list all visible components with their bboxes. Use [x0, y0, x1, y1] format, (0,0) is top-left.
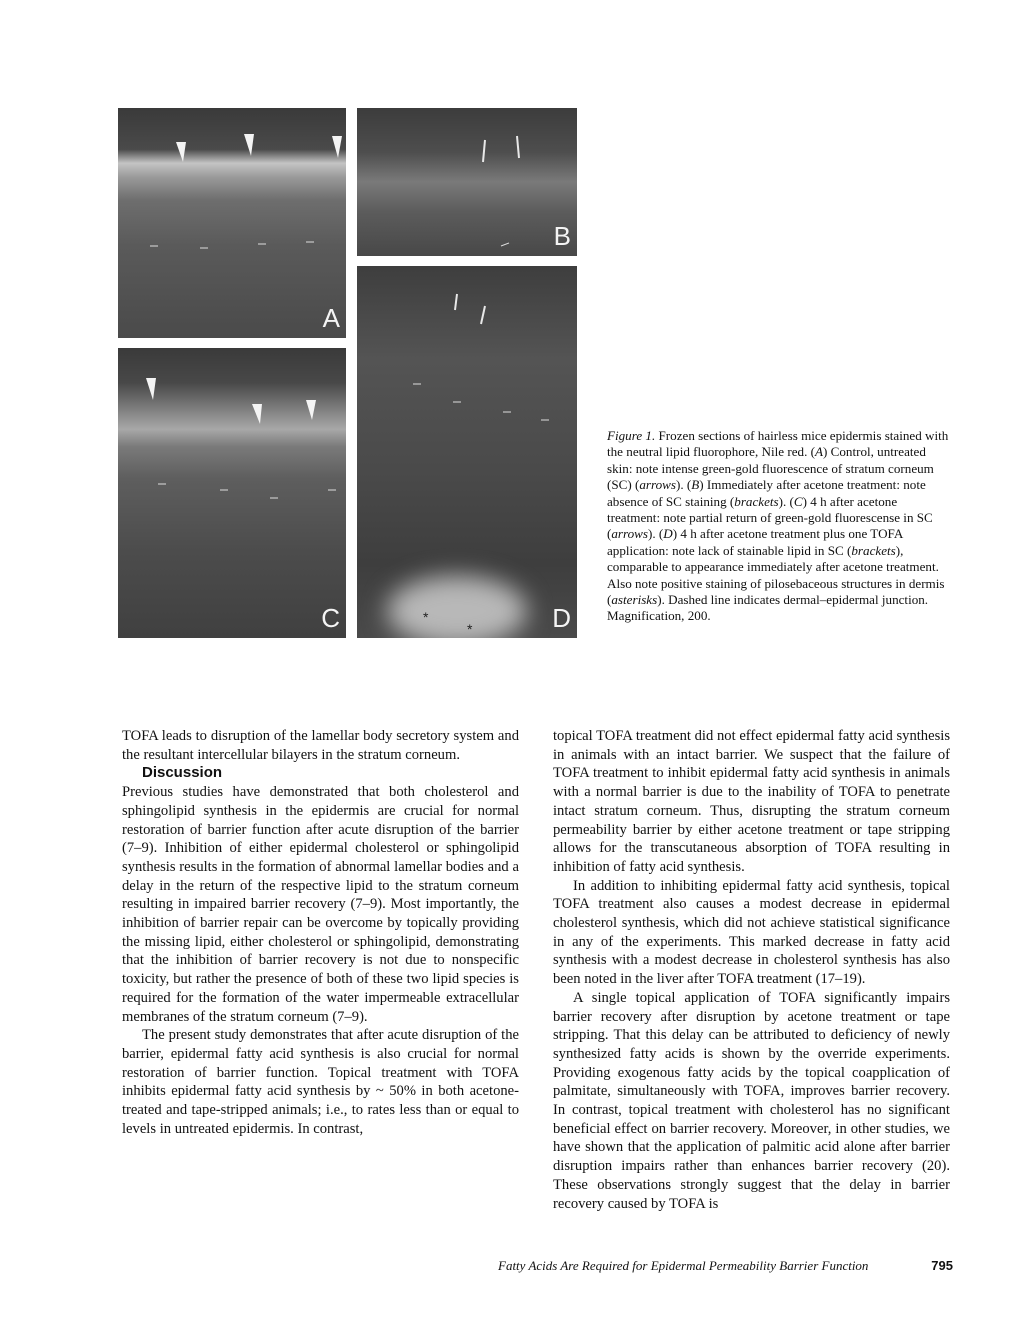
panel-b-markers — [357, 108, 577, 256]
right-column — [553, 727, 950, 1213]
caption-italic: arrows — [611, 526, 649, 542]
panel-d-markers — [357, 266, 577, 638]
caption-italic: arrows — [639, 477, 677, 493]
caption-text: Frozen sections of hairless mice epidermis stained with the neutral lipid fluorophore, Nile red. ( — [607, 428, 949, 460]
caption-text: ) 4 h after acetone treatment plus one TOFA application: note lack of stainable lipid in SC ( — [607, 526, 903, 558]
figure-panel-b — [357, 108, 577, 256]
page-number: 795 — [931, 1258, 953, 1273]
caption-italic: brackets — [851, 542, 896, 558]
caption-italic: B — [691, 477, 700, 493]
arrow-marker — [332, 136, 342, 158]
figure-caption — [607, 428, 952, 625]
arrow-marker — [306, 400, 316, 420]
caption-text: ). ( — [778, 493, 794, 509]
bracket-marker — [517, 136, 519, 158]
caption-text: ), comparable to appearance immediately after acetone treatment. Also note positive staining of pilosebaceous structures in dermis ( — [607, 542, 945, 608]
caption-text: ). Dashed line indicates dermal–epidermal junction. Magnification, 200. — [607, 592, 929, 624]
arrow-marker — [146, 378, 156, 400]
caption-italic: A — [814, 444, 823, 460]
caption-text: ) Control, untreated skin: note intense green-gold fluorescence of stratum corneum (SC) ( — [607, 444, 934, 493]
caption-text: ) 4 h after acetone treatment: note partial return of green-gold fluorescense in SC ( — [607, 493, 933, 542]
body-paragraph: Previous studies have demonstrated that both cholesterol and sphingolipid synthesis in the epidermis are crucial for normal restoration of barrier function after acute disruption of the barrier (7–9). Inhibition of either epidermal cholesterol or sphingolipid synthesis results in the formation of abnormal lamellar bodies and a delay in the return of the respective lipid to the stratum corneum resulting in impaired barrier recovery (7–9). Most importantly, the inhibition of barrier repair can be overcome by topically providing the missing lipid, either cholesterol or sphingolipid, demonstrating that the inhibition of barrier recovery is not due to nonspecific toxicity, but rather the presence of both of these two lipid species is required for the formation of the water impermeable extracellular membranes of the stratum corneum (7–9). — [122, 784, 519, 1025]
panel-a-markers — [118, 108, 346, 338]
running-title: Fatty Acids Are Required for Epidermal Permeability Barrier Function — [498, 1258, 869, 1273]
body-paragraph: The present study demonstrates that after acute disruption of the barrier, epidermal fatty acid synthesis is also crucial for normal restoration of barrier function. Topical treatment with TOFA inhibits epidermal fatty acid synthesis by ~ 50% in both acetone-treated and tape-stripped animals; i.e., to rates less than or equal to levels in untreated epidermis. In contrast, — [122, 1027, 519, 1137]
panel-label-b: B — [553, 221, 571, 251]
caption-text: ) Immediately after acetone treatment: note absence of SC staining ( — [607, 477, 926, 509]
figure-panel-c — [118, 348, 346, 638]
arrow-marker — [252, 404, 262, 424]
panel-label-d: D — [552, 603, 571, 633]
left-column — [122, 727, 519, 1138]
caption-italic: C — [793, 493, 803, 509]
bracket-marker — [455, 294, 457, 310]
caption-text: ). ( — [676, 477, 692, 493]
body-paragraph: In addition to inhibiting epidermal fatty acid synthesis, topical TOFA treatment also causes a modest decrease in epidermal cholesterol synthesis, which did not achieve statistical significance in any of the experiments. This marked decrease in fatty acid synthesis with a modest decrease in cholesterol synthesis has also been noted in the liver after TOFA treatment (17–19). — [553, 877, 950, 988]
figure-panel-a — [118, 108, 346, 338]
caption-italic: brackets — [734, 493, 779, 509]
figure-panel-d — [357, 266, 577, 638]
caption-italic: D — [663, 526, 673, 542]
caption-label: Figure 1. — [607, 428, 656, 443]
panel-label-c: C — [321, 603, 340, 633]
panel-c-markers — [118, 348, 346, 638]
caption-italic: asterisks — [611, 592, 658, 608]
arrow-marker — [176, 142, 186, 162]
body-paragraph: A single topical application of TOFA significantly impairs barrier recovery after disruption by acetone treatment or tape stripping. That this delay can be attributed to deficiency of newly synthesized fatty acids is shown by the override experiments. Providing exogenous fatty acids by the topical coapplication of palmitate, simultaneously with TOFA, improves barrier recovery. In contrast, topical treatment with cholesterol has no significant beneficial effect on barrier recovery. Moreover, in other studies, we have shown that the application of palmitic acid alone after barrier disruption impairs rather than enhances barrier recovery (20). These observations strongly suggest that the delay in barrier recovery caused by TOFA is — [553, 989, 950, 1212]
page-footer — [498, 1258, 953, 1274]
caption-text: ). ( — [648, 526, 664, 542]
arrow-marker — [244, 134, 254, 156]
asterisk-marker: * — [423, 609, 429, 625]
bracket-marker — [481, 306, 485, 324]
panel-label-a: A — [322, 303, 340, 333]
section-heading: Discussion — [142, 764, 223, 782]
intro-paragraph: TOFA leads to disruption of the lamellar body secretory system and the resultant intercellular bilayers in the stratum corneum. — [122, 728, 519, 763]
body-paragraph: topical TOFA treatment did not effect epidermal fatty acid synthesis in animals with an intact barrier. We suspect that the failure of TOFA treatment to inhibit epidermal fatty acid synthesis in animals with a normal barrier is due to the inability of TOFA to penetrate intact stratum corneum. Thus, disrupting the stratum corneum permeability barrier by either acetone treatment or tape stripping allows for the transcutaneous absorption of TOFA resulting in inhibition of fatty acid synthesis. — [553, 728, 950, 875]
asterisk-marker: * — [467, 621, 473, 637]
bracket-marker — [483, 140, 485, 162]
